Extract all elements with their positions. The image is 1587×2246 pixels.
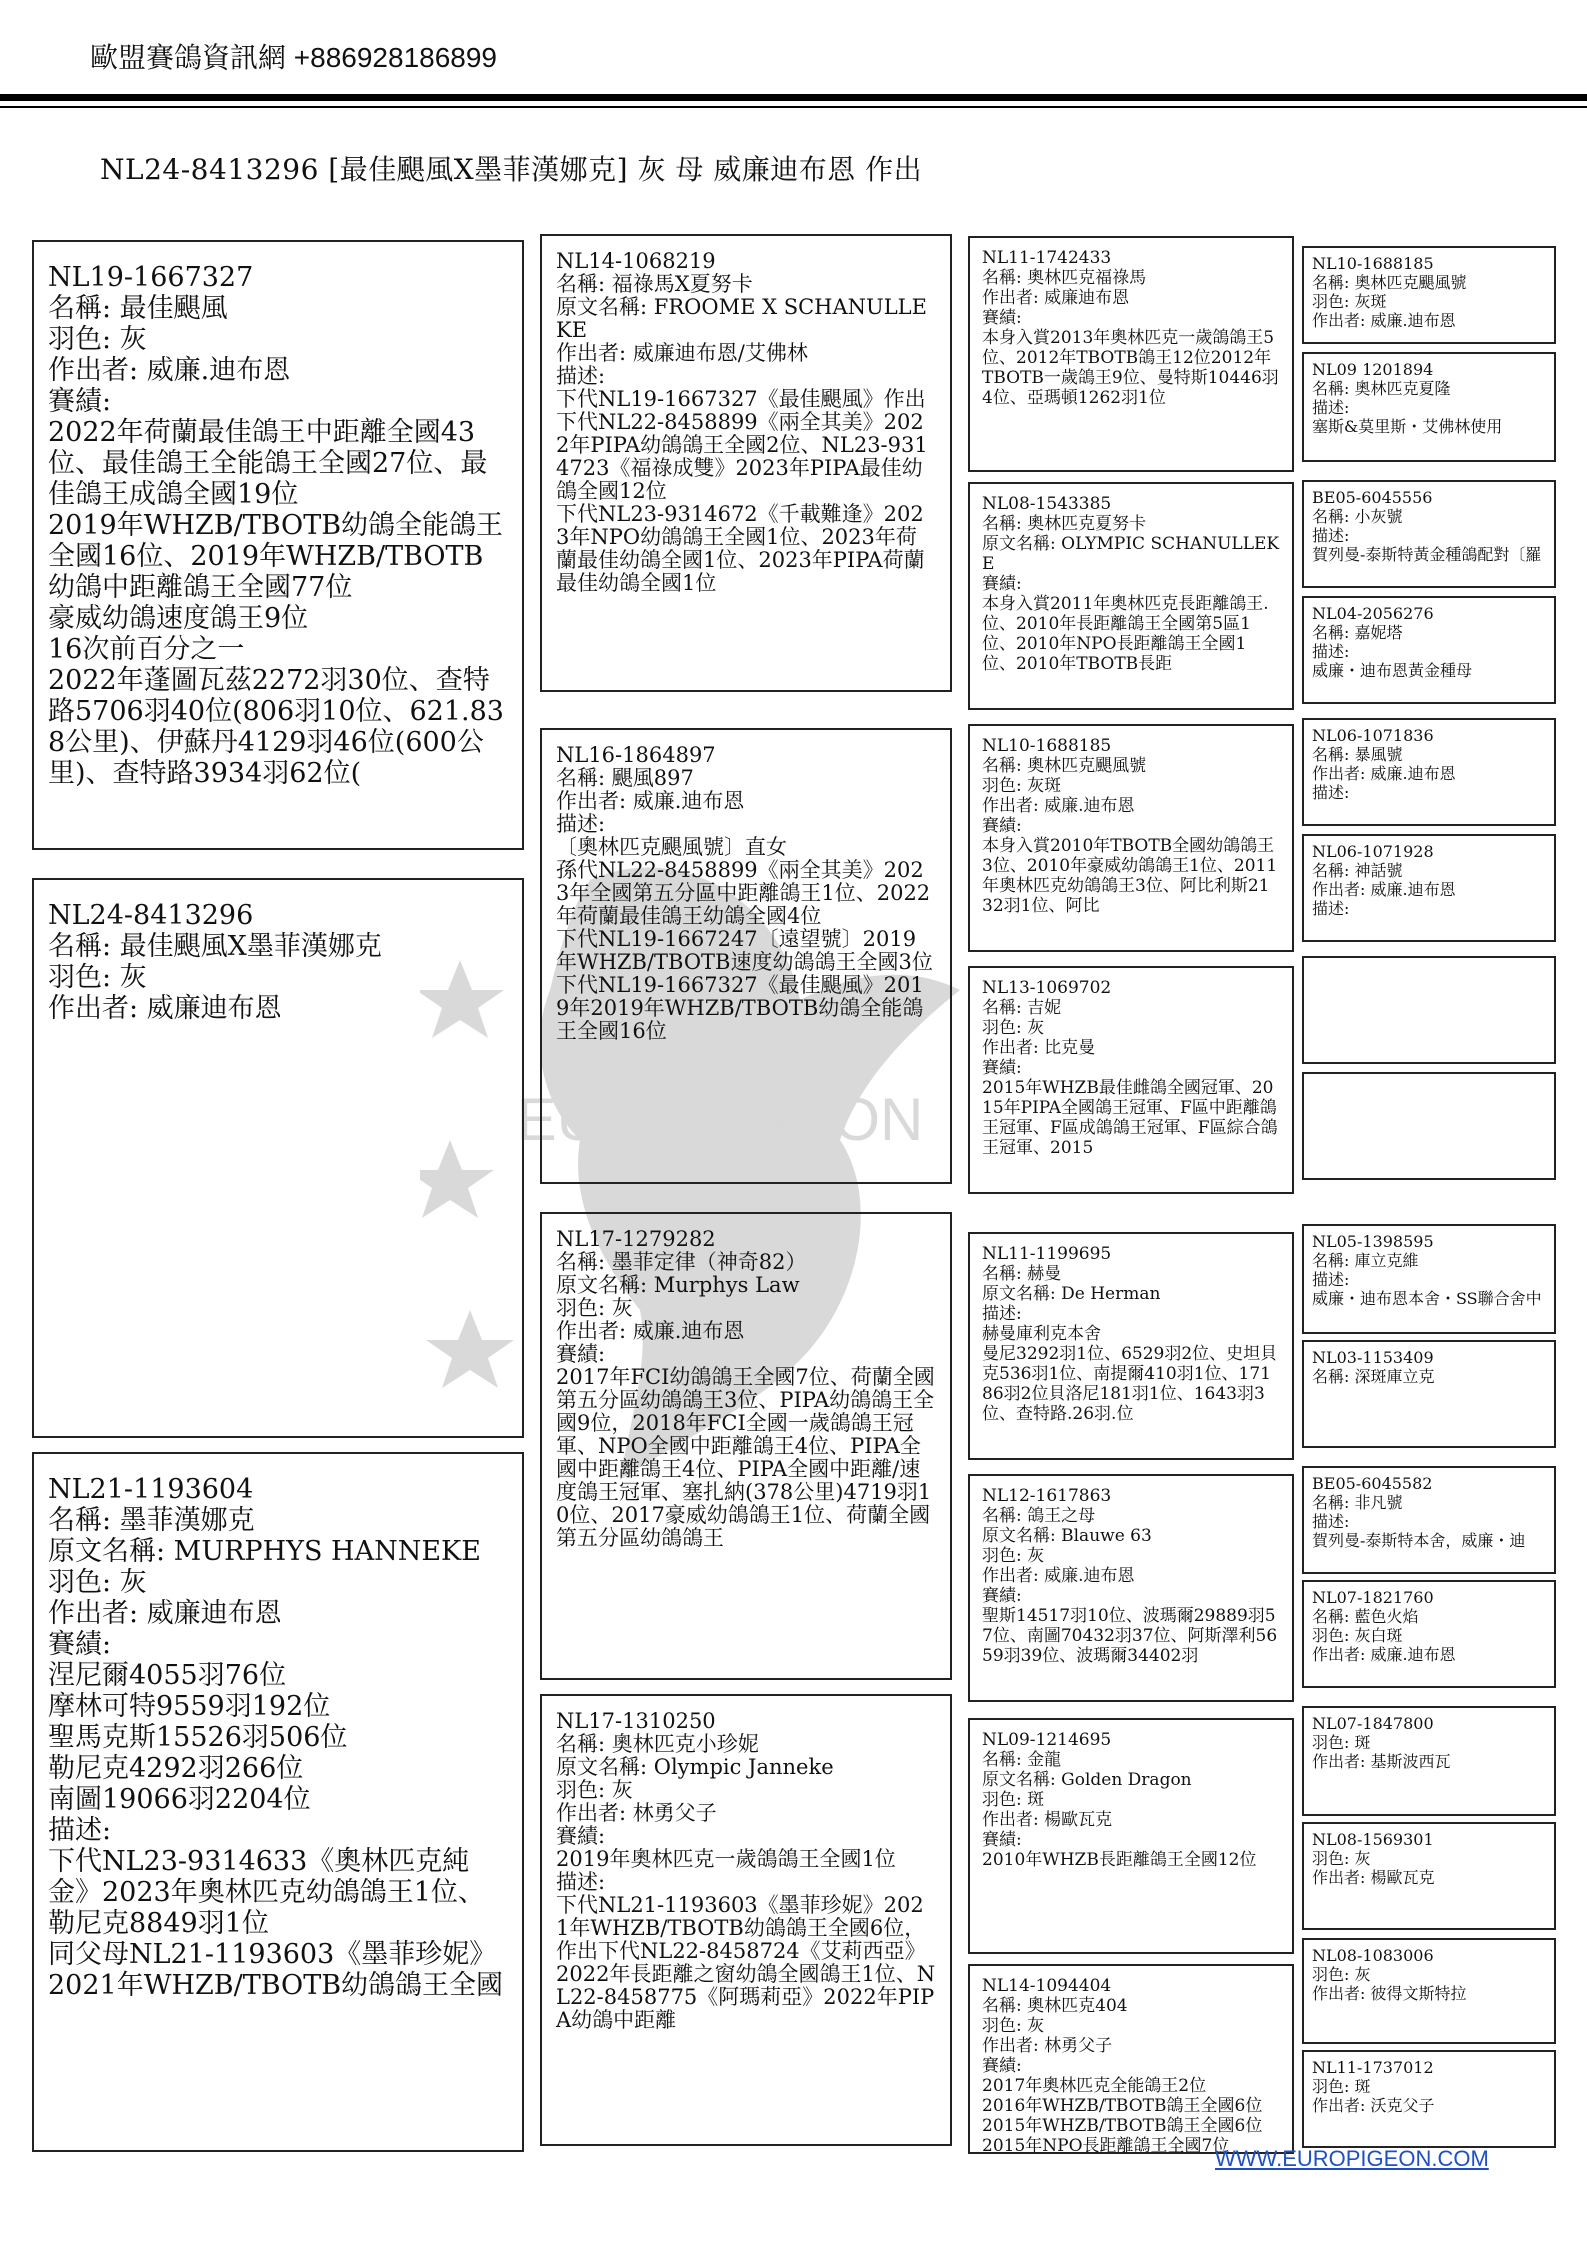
pedigree-line: 名稱: 金龍	[982, 1750, 1062, 1770]
pedigree-line: 作出者: 威廉.迪布恩	[982, 796, 1135, 816]
pedigree-line: 羽色: 灰	[556, 1296, 633, 1320]
pedigree-line: 描述:	[1312, 783, 1350, 802]
pedigree-line: 作出者: 威廉.迪布恩	[48, 355, 291, 386]
pedigree-line: 2022年蓬圖瓦茲2272羽30位、查特路5706羽40位(806羽10位、621.838公里)、伊蘇丹4129羽46位(600公里)、查特路3934羽62位(	[48, 665, 504, 789]
ring-number: NL19-1667327	[48, 262, 254, 293]
pedigree-line: 作出者: 威廉.迪布恩	[1312, 764, 1456, 783]
pedigree-line: 2019年奧林匹克一歲鴿鴿王全國1位	[556, 1847, 896, 1871]
pedigree-box	[1302, 1072, 1556, 1180]
ring-number: NL17-1310250	[556, 1709, 716, 1733]
ring-number: BE05-6045556	[1312, 488, 1433, 507]
pedigree-line: 作出者: 威廉.迪布恩	[1312, 311, 1456, 330]
pedigree-box	[968, 724, 1294, 952]
ring-number: NL11-1742433	[982, 248, 1112, 268]
pedigree-line: 本身入賞2011年奧林匹克長距離鴿王.位、2010年長距離鴿王全國第5區1位、2010年NPO長距離鴿王全國1位、2010年TBOTB長距	[982, 594, 1269, 674]
pedigree-box	[1302, 1466, 1556, 1574]
pedigree-line: 作出者: 楊歐瓦克	[982, 1810, 1113, 1830]
ring-number: NL12-1617863	[982, 1486, 1112, 1506]
header-rule-thin	[0, 106, 1587, 108]
pedigree-box	[540, 728, 952, 1184]
ring-number: NL06-1071928	[1312, 842, 1434, 861]
pedigree-line: 羽色: 斑	[1312, 1733, 1371, 1752]
pedigree-line: 羽色: 灰斑	[982, 776, 1062, 796]
pedigree-line: 下代NL19-1667327《最佳颶風》作出下代NL22-8458899《兩全其美》2022年PIPA幼鴿鴿王全國2位、NL23-9314723《福祿成雙》2023年PIPA最佳幼鴿全國12位	[556, 387, 928, 503]
pedigree-line: 塞斯&莫里斯・艾佛林使用	[1312, 417, 1503, 436]
pedigree-line: 描述:	[1312, 526, 1350, 545]
pedigree-box	[1302, 956, 1556, 1064]
pedigree-line: 作出者: 威廉.迪布恩	[556, 1319, 745, 1343]
pedigree-title: NL24-8413296 [最佳颶風X墨菲漢娜克] 灰 母 威廉迪布恩 作出	[100, 153, 923, 186]
watermark-text: EUROPIGEON	[516, 1086, 924, 1153]
pedigree-box	[1302, 2050, 1556, 2148]
pedigree-box	[1302, 1938, 1556, 2044]
header-rule-thick	[0, 94, 1587, 101]
pedigree-box	[32, 878, 524, 1438]
pedigree-line: 名稱: 奧林匹克夏隆	[1312, 379, 1451, 398]
pedigree-box	[968, 1474, 1294, 1702]
pedigree-line: 羽色: 灰	[48, 962, 147, 993]
pedigree-line: 摩林可特9559羽192位	[48, 1691, 331, 1722]
pedigree-box	[540, 234, 952, 692]
pedigree-line: 描述:	[1312, 398, 1350, 417]
ring-number: NL08-1543385	[982, 494, 1112, 514]
ring-number: NL08-1083006	[1312, 1946, 1434, 1965]
pedigree-line: 2017年FCI幼鴿鴿王全國7位、荷蘭全國第五分區幼鴿鴿王3位、PIPA幼鴿鴿王全國9位，2018年FCI全國一歲鴿鴿王冠軍、NPO全國中距離鴿王4位、PIPA全國中距離鴿王4位、PIPA全國中距離/速度鴿王冠軍、塞扎納(378公里)4719羽10位、2017豪威幼鴿鴿王1位、荷蘭全國第五分區幼鴿鴿王	[556, 1365, 935, 1550]
pedigree-line: 同父母NL21-1193603《墨菲珍妮》2021年WHZB/TBOTB幼鴿鴿王全國	[48, 1939, 504, 2001]
pedigree-line: 下代NL21-1193603《墨菲珍妮》2021年WHZB/TBOTB幼鴿鴿王全國6位，作出下代NL22-8458724《艾莉西亞》2022年長距離之窗幼鴿全國鴿王1位、NL22-8458775《阿瑪莉亞》2022年PIPA幼鴿中距離	[556, 1893, 936, 2032]
pedigree-line: 2019年WHZB/TBOTB幼鴿全能鴿王全國16位、2019年WHZB/TBOTB幼鴿中距離鴿王全國77位	[48, 510, 504, 603]
pedigree-line: 名稱: 最佳颶風	[48, 293, 228, 324]
pedigree-line: 赫曼庫利克本舍	[982, 1324, 1101, 1344]
ring-number: NL07-1821760	[1312, 1588, 1434, 1607]
pedigree-line: 下代NL23-9314633《奧林匹克純金》2023年奧林匹克幼鴿鴿王1位、勒尼克8849羽1位	[48, 1846, 485, 1939]
pedigree-line: 16次前百分之一	[48, 634, 245, 665]
pedigree-box	[1302, 352, 1556, 462]
pedigree-line: 涅尼爾4055羽76位	[48, 1660, 287, 1691]
pedigree-line: 名稱: 颶風897	[556, 766, 694, 790]
pedigree-box	[1302, 1822, 1556, 1930]
ring-number: NL03-1153409	[1312, 1348, 1434, 1367]
pedigree-line: 下代NL19-1667327《最佳颶風》2019年2019年WHZB/TBOTB幼鴿全能鴿王全國16位	[556, 973, 924, 1043]
pedigree-line: 曼尼3292羽1位、6529羽2位、史坦貝克536羽1位、南提爾410羽1位、17186羽2位貝洛尼181羽1位、1643羽3位、查特路.26羽.位	[982, 1344, 1278, 1424]
pedigree-box	[1302, 596, 1556, 704]
pedigree-line: 名稱: 鴿王之母	[982, 1506, 1096, 1526]
site-header: 歐盟賽鴿資訊網 +886928186899	[90, 42, 497, 73]
pedigree-line: 賽績:	[48, 1629, 112, 1660]
pedigree-line: 原文名稱: De Herman	[982, 1284, 1161, 1304]
pedigree-line: 名稱: 小灰號	[1312, 507, 1403, 526]
ring-number: NL24-8413296	[48, 900, 254, 931]
pedigree-line: 豪威幼鴿速度鴿王9位	[48, 603, 309, 634]
pedigree-line: 作出者: 彼得文斯特拉	[1312, 1984, 1467, 2003]
pedigree-line: 名稱: 吉妮	[982, 998, 1062, 1018]
pedigree-box	[32, 240, 524, 850]
pedigree-line: 2015年NPO長距離鴿王全國7位	[982, 2136, 1230, 2154]
pedigree-line: 名稱: 奧林匹克颶風號	[982, 756, 1147, 776]
pedigree-box	[968, 236, 1294, 472]
pedigree-line: 名稱: 深斑庫立克	[1312, 1367, 1435, 1386]
pedigree-line: 2010年WHZB長距離鴿王全國12位	[982, 1850, 1257, 1870]
pedigree-line: 賽績:	[556, 1342, 606, 1366]
ring-number: NL13-1069702	[982, 978, 1112, 998]
pedigree-line: 賽績:	[556, 1824, 606, 1848]
pedigree-line: 作出者: 威廉迪布恩	[48, 993, 282, 1024]
pedigree-line: 作出者: 基斯波西瓦	[1312, 1752, 1451, 1771]
pedigree-line: 作出者: 威廉迪布恩	[48, 1598, 282, 1629]
pedigree-line: 2015年WHZB/TBOTB鴿王全國6位	[982, 2116, 1263, 2136]
pedigree-line: 作出者: 林勇父子	[982, 2036, 1113, 2056]
pedigree-line: 名稱: 奧林匹克小珍妮	[556, 1732, 759, 1756]
ring-number: NL17-1279282	[556, 1227, 716, 1251]
pedigree-line: 名稱: 神話號	[1312, 861, 1403, 880]
pedigree-line: 名稱: 藍色火焰	[1312, 1607, 1419, 1626]
pedigree-line: 羽色: 灰斑	[1312, 292, 1387, 311]
ring-number: NL11-1737012	[1312, 2058, 1434, 2077]
pedigree-line: 羽色: 斑	[982, 1790, 1045, 1810]
pedigree-line: 羽色: 灰	[982, 1018, 1045, 1038]
pedigree-box	[540, 1694, 952, 2146]
pedigree-line: 2022年荷蘭最佳鴿王中距離全國43位、最佳鴿王全能鴿王全國27位、最佳鴿王成鴿全國19位	[48, 417, 488, 510]
ring-number: NL10-1688185	[1312, 254, 1434, 273]
pedigree-box	[540, 1212, 952, 1680]
pedigree-line: 賀列曼-泰斯特本舍，威廉・迪	[1312, 1531, 1526, 1550]
pedigree-box	[1302, 834, 1556, 942]
website-link[interactable]: WWW.EUROPIGEON.COM	[1215, 2146, 1489, 2171]
pedigree-line: 描述:	[48, 1815, 112, 1846]
pedigree-line: 羽色: 灰白斑	[1312, 1626, 1403, 1645]
pedigree-line: 名稱: 庫立克維	[1312, 1251, 1419, 1270]
ring-number: NL14-1068219	[556, 249, 716, 273]
pedigree-line: 賽績:	[982, 574, 1022, 594]
pedigree-line: 作出者: 威廉.迪布恩	[556, 789, 745, 813]
pedigree-line: 描述:	[1312, 1512, 1350, 1531]
pedigree-line: 聖斯14517羽10位、波瑪爾29889羽57位、南圖70432羽37位、阿斯澤利5659羽39位、波瑪爾34402羽	[982, 1606, 1278, 1666]
ring-number: BE05-6045582	[1312, 1474, 1433, 1493]
pedigree-line: 原文名稱: MURPHYS HANNEKE	[48, 1536, 481, 1567]
pedigree-line: 名稱: 最佳颶風X墨菲漢娜克	[48, 931, 382, 962]
pedigree-line: 名稱: 赫曼	[982, 1264, 1062, 1284]
ring-number: NL10-1688185	[982, 736, 1112, 756]
pedigree-box	[1302, 718, 1556, 826]
ring-number: NL11-1199695	[982, 1244, 1112, 1264]
pedigree-line: 孫代NL22-8458899《兩全其美》2023年全國第五分區中距離鴿王1位、2022年荷蘭最佳鴿王幼鴿全國4位	[556, 858, 931, 928]
ring-number: NL06-1071836	[1312, 726, 1434, 745]
pedigree-line: 原文名稱: OLYMPIC SCHANULLEKE	[982, 534, 1280, 574]
pedigree-line: 名稱: 奧林匹克夏努卡	[982, 514, 1147, 534]
pedigree-line: 作出者: 威廉迪布恩/艾佛林	[556, 341, 808, 365]
pedigree-line: 作出者: 沃克父子	[1312, 2096, 1435, 2115]
pedigree-line: 作出者: 威廉迪布恩	[982, 288, 1130, 308]
pedigree-line: 名稱: 暴風號	[1312, 745, 1403, 764]
ring-number: NL07-1847800	[1312, 1714, 1434, 1733]
pedigree-box	[1302, 1706, 1556, 1816]
pedigree-line: 羽色: 灰	[982, 2016, 1045, 2036]
pedigree-line: 原文名稱: Olympic Janneke	[556, 1755, 834, 1779]
pedigree-box	[1302, 1340, 1556, 1448]
pedigree-line: 描述:	[556, 812, 606, 836]
pedigree-line: 賀列曼-泰斯特黃金種鴿配對〔羅	[1312, 545, 1542, 564]
pedigree-box	[968, 1964, 1294, 2154]
pedigree-line: 羽色: 灰	[48, 324, 147, 355]
pedigree-line: 名稱: 福祿馬X夏努卡	[556, 272, 753, 296]
pedigree-box	[1302, 1224, 1556, 1334]
pedigree-line: 描述:	[1312, 899, 1350, 918]
pedigree-box	[968, 1232, 1294, 1460]
pedigree-line: 名稱: 奧林匹克404	[982, 1996, 1128, 2016]
pedigree-line: 羽色: 灰	[556, 1778, 633, 1802]
pedigree-line: 羽色: 灰	[48, 1567, 147, 1598]
pedigree-line: 羽色: 灰	[982, 1546, 1045, 1566]
pedigree-line: 作出者: 比克曼	[982, 1038, 1096, 1058]
pedigree-line: 原文名稱: Murphys Law	[556, 1273, 800, 1297]
pedigree-line: 〔奧林匹克颶風號〕直女	[556, 835, 787, 859]
pedigree-line: 原文名稱: Golden Dragon	[982, 1770, 1192, 1790]
pedigree-line: 名稱: 非凡號	[1312, 1493, 1403, 1512]
pedigree-line: 本身入賞2013年奧林匹克一歲鴿鴿王5位、2012年TBOTB鴿王12位2012年TBOTB一歲鴿王9位、曼特斯10446羽4位、亞瑪頓1262羽1位	[982, 328, 1279, 408]
pedigree-line: 威廉・迪布恩本舍・SS聯合舍中	[1312, 1289, 1542, 1308]
ring-number: NL09 1201894	[1312, 360, 1434, 379]
pedigree-line: 聖馬克斯15526羽506位	[48, 1722, 348, 1753]
pedigree-line: 本身入賞2010年TBOTB全國幼鴿鴿王3位、2010年豪威幼鴿鴿王1位、2011年奧林匹克幼鴿鴿王3位、阿比利斯2132羽1位、阿比	[982, 836, 1278, 916]
pedigree-line: 2017年奧林匹克全能鴿王2位	[982, 2076, 1207, 2096]
pedigree-line: 描述:	[982, 1304, 1022, 1324]
pedigree-line: 描述:	[1312, 1270, 1350, 1289]
pedigree-line: 賽績:	[982, 1058, 1022, 1078]
pedigree-line: 賽績:	[982, 1830, 1022, 1850]
pedigree-line: 描述:	[556, 364, 606, 388]
pedigree-line: 原文名稱: FROOME X SCHANULLEKE	[556, 295, 927, 342]
pedigree-line: 羽色: 灰	[1312, 1849, 1371, 1868]
ring-number: NL04-2056276	[1312, 604, 1434, 623]
pedigree-line: 威廉・迪布恩黃金種母	[1312, 661, 1473, 680]
pedigree-box	[968, 482, 1294, 710]
ring-number: NL21-1193604	[48, 1474, 254, 1505]
pedigree-line: 賽績:	[982, 2056, 1022, 2076]
ring-number: NL14-1094404	[982, 1976, 1112, 1996]
pedigree-line: 賽績:	[982, 308, 1022, 328]
pedigree-line: 作出者: 威廉.迪布恩	[1312, 1645, 1456, 1664]
pedigree-line: 羽色: 灰	[1312, 1965, 1371, 1984]
pedigree-box	[1302, 1580, 1556, 1688]
pedigree-line: 名稱: 墨菲定律（神奇82）	[556, 1250, 807, 1274]
ring-number: NL05-1398595	[1312, 1232, 1434, 1251]
pedigree-line: 羽色: 斑	[1312, 2077, 1371, 2096]
pedigree-line: 2015年WHZB最佳雌鴿全國冠軍、2015年PIPA全國鴿王冠軍、F區中距離鴿王冠軍、F區成鴿鴿王冠軍、F區綜合鴿王冠軍、2015	[982, 1078, 1278, 1158]
pedigree-line: 作出者: 威廉.迪布恩	[1312, 880, 1456, 899]
pedigree-line: 下代NL19-1667247〔遠望號〕2019年WHZB/TBOTB速度幼鴿鴿王全國3位	[556, 927, 933, 974]
ring-number: NL08-1569301	[1312, 1830, 1434, 1849]
pedigree-line: 描述:	[556, 1870, 606, 1894]
pedigree-line: 作出者: 楊歐瓦克	[1312, 1868, 1435, 1887]
pedigree-line: 名稱: 奧林匹克福祿馬	[982, 268, 1147, 288]
pedigree-line: 描述:	[1312, 642, 1350, 661]
pedigree-line: 勒尼克4292羽266位	[48, 1753, 304, 1784]
pedigree-box	[32, 1452, 524, 2152]
pedigree-line: 原文名稱: Blauwe 63	[982, 1526, 1152, 1546]
pedigree-line: 作出者: 威廉.迪布恩	[982, 1566, 1135, 1586]
pedigree-line: 2016年WHZB/TBOTB鴿王全國6位	[982, 2096, 1263, 2116]
pedigree-line: 下代NL23-9314672《千載難逢》2023年NPO幼鴿鴿王全國1位、2023年荷蘭最佳幼鴿全國1位、2023年PIPA荷蘭最佳幼鴿全國1位	[556, 502, 925, 595]
pedigree-line: 名稱: 嘉妮塔	[1312, 623, 1403, 642]
pedigree-line: 名稱: 墨菲漢娜克	[48, 1505, 255, 1536]
pedigree-box	[1302, 480, 1556, 588]
pedigree-box	[968, 966, 1294, 1194]
pedigree-box	[1302, 246, 1556, 344]
ring-number: NL09-1214695	[982, 1730, 1112, 1750]
ring-number: NL16-1864897	[556, 743, 716, 767]
pedigree-line: 南圖19066羽2204位	[48, 1784, 311, 1815]
pedigree-line: 賽績:	[48, 386, 112, 417]
pedigree-box	[968, 1718, 1294, 1954]
pedigree-line: 作出者: 林勇父子	[556, 1801, 717, 1825]
pedigree-line: 賽績:	[982, 1586, 1022, 1606]
pedigree-line: 名稱: 奧林匹克颶風號	[1312, 273, 1467, 292]
pedigree-line: 賽績:	[982, 816, 1022, 836]
